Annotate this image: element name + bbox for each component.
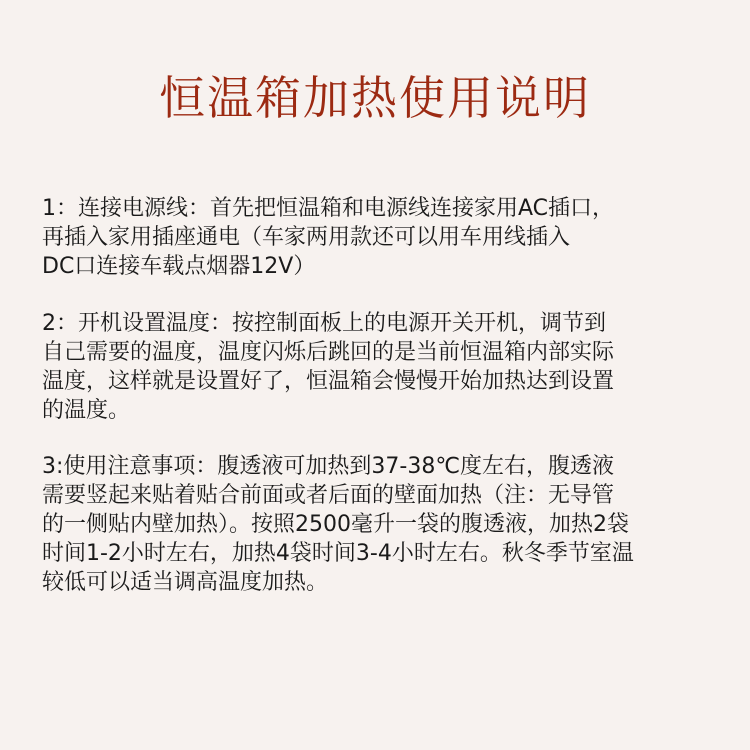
text-line: 需要竖起来贴着贴合前面或者后面的壁面加热（注：无导管 [42, 483, 615, 508]
instruction-step-3 [42, 452, 722, 597]
instruction-step-2 [42, 309, 722, 425]
text-line: 温度，这样就是设置好了，恒温箱会慢慢开始加热达到设置 [42, 369, 615, 394]
text-line: 较低可以适当调高温度加热。 [42, 570, 329, 595]
text-line: 自己需要的温度，温度闪烁后跳回的是当前恒温箱内部实际 [42, 340, 615, 365]
text-line: 1：连接电源线：首先把恒温箱和电源线连接家用AC插口， [42, 196, 615, 221]
text-line: 的温度。 [42, 398, 131, 423]
text-line: 再插入家用插座通电（车家两用款还可以用车用线插入 [42, 225, 571, 250]
text-line: 3:使用注意事项：腹透液可加热到37-38℃度左右，腹透液 [42, 454, 615, 479]
text-line: DC口连接车载点烟器12V） [42, 254, 316, 279]
text-line: 2：开机设置温度：按控制面板上的电源开关开机，调节到 [42, 311, 606, 336]
page-title: 恒温箱加热使用说明 [159, 71, 591, 125]
text-line: 的一侧贴内壁加热）。按照2500毫升一袋的腹透液，加热2袋 [42, 512, 629, 537]
instruction-step-1 [42, 194, 722, 281]
text-line: 时间1-2小时左右，加热4袋时间3-4小时左右。秋冬季节室温 [42, 541, 634, 566]
